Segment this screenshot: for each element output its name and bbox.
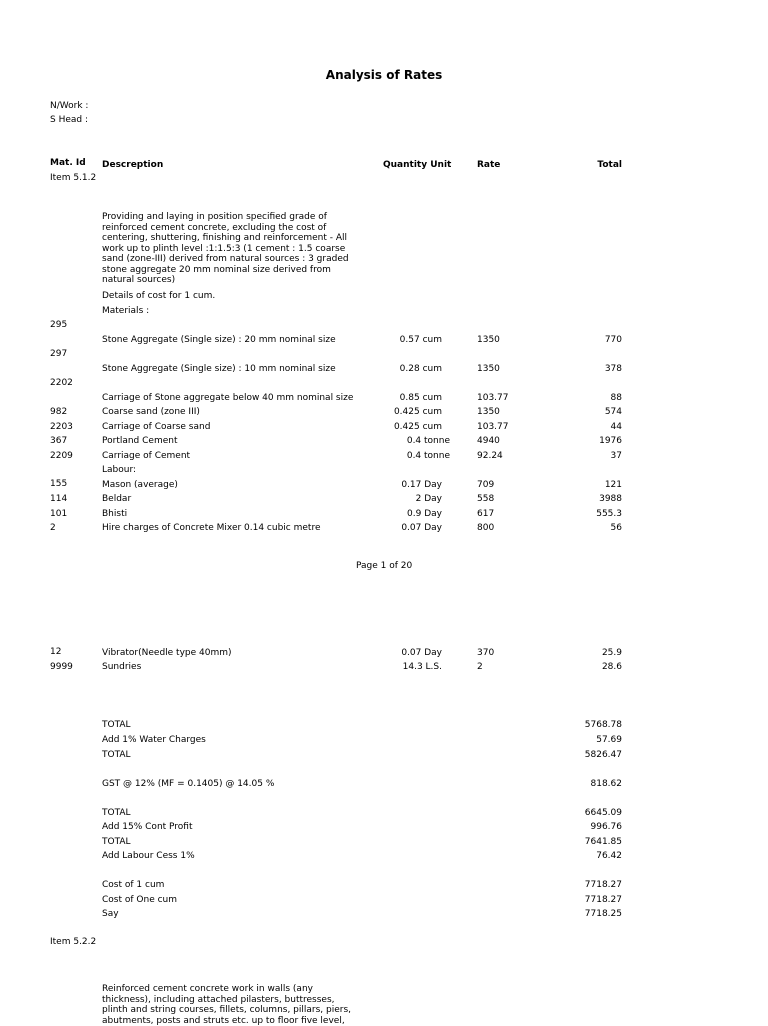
summary-value: 6645.09 bbox=[584, 808, 622, 818]
table-row-total: 44 bbox=[610, 422, 622, 432]
table-row-id: 155 bbox=[50, 479, 68, 489]
table-row-rate: 617 bbox=[477, 509, 495, 519]
summary-label: TOTAL bbox=[102, 750, 131, 760]
item-description: Reinforced cement concrete work in walls (any thickness), including attached pilasters, buttresses, plinth and string courses, fillets, columns, pillars, piers, abutments, posts and struts etc. up to floor five level, bbox=[102, 984, 352, 1026]
table-row-qty: 0.425 cum bbox=[393, 422, 442, 432]
details-label: Details of cost for 1 cum. bbox=[102, 291, 216, 301]
table-row-qty: 0.85 cum bbox=[399, 393, 442, 403]
table-row-id: 982 bbox=[50, 407, 68, 417]
table-row-rate: 1350 bbox=[477, 364, 500, 374]
table-row-desc: Hire charges of Concrete Mixer 0.14 cubic metre bbox=[102, 523, 321, 533]
table-row-desc: Sundries bbox=[102, 662, 142, 672]
item-code: Item 5.2.2 bbox=[50, 937, 97, 947]
table-row-desc: Mason (average) bbox=[102, 480, 178, 490]
summary-label: Cost of One cum bbox=[102, 895, 178, 905]
table-row-total: 28.6 bbox=[601, 662, 622, 672]
table-row-total: 25.9 bbox=[601, 648, 622, 658]
table-row-desc: Coarse sand (zone III) bbox=[102, 407, 200, 417]
table-row-rate: 709 bbox=[477, 480, 495, 490]
table-row-rate: 800 bbox=[477, 523, 495, 533]
head-label: S Head : bbox=[50, 115, 88, 125]
header-description: Descreption bbox=[102, 160, 164, 170]
page-title: Analysis of Rates bbox=[325, 68, 443, 82]
table-row-rate: 103.77 bbox=[477, 393, 509, 403]
table-row-total: 555.3 bbox=[596, 509, 622, 519]
table-row-desc: Bhisti bbox=[102, 509, 128, 519]
table-row-rate: 1350 bbox=[477, 407, 500, 417]
table-row-id: 2202 bbox=[50, 378, 73, 388]
table-row-rate: 103.77 bbox=[477, 422, 509, 432]
table-row-qty: 0.28 cum bbox=[399, 364, 442, 374]
table-row-rate: 558 bbox=[477, 494, 495, 504]
table-row-qty: 0.9 Day bbox=[407, 509, 442, 519]
work-label: N/Work : bbox=[50, 101, 89, 111]
table-row-rate: 2 bbox=[477, 662, 483, 672]
summary-label: TOTAL bbox=[102, 837, 131, 847]
summary-label: Add 1% Water Charges bbox=[102, 735, 206, 745]
table-row-qty: 2 Day bbox=[415, 494, 442, 504]
table-row-id: 2203 bbox=[50, 422, 73, 432]
header-mat-id: Mat. Id bbox=[50, 158, 86, 168]
table-row-qty: 0.4 tonne bbox=[406, 451, 450, 461]
table-row-id: 367 bbox=[50, 436, 68, 446]
summary-value: 5768.78 bbox=[584, 720, 622, 730]
table-row-rate: 92.24 bbox=[477, 451, 503, 461]
table-row-rate: 4940 bbox=[477, 436, 500, 446]
table-row-total: 88 bbox=[610, 393, 622, 403]
table-row-id: 101 bbox=[50, 509, 68, 519]
table-row-id: 114 bbox=[50, 494, 68, 504]
table-row-total: 1976 bbox=[599, 436, 622, 446]
item-description: Providing and laying in position specified grade of reinforced cement concrete, excluding the cost of centering, shuttering, finishing and reinforcement - All work up to plinth level :1:1.5:3 (1 cement : 1.5 coarse sand (zone-III) derived from natural sources : 3 graded stone aggregate 20 mm nominal size derived from natural sources) bbox=[102, 212, 349, 285]
table-row-qty: 0.57 cum bbox=[399, 335, 442, 345]
table-row-id: 295 bbox=[50, 320, 68, 330]
labour-label: Labour: bbox=[102, 465, 137, 475]
table-row-qty: 0.17 Day bbox=[401, 480, 442, 490]
table-row-total: 378 bbox=[604, 364, 622, 374]
table-row-total: 770 bbox=[604, 335, 622, 345]
table-row-desc: Carriage of Stone aggregate below 40 mm nominal size bbox=[102, 393, 354, 403]
table-row-qty: 0.4 tonne bbox=[406, 436, 450, 446]
table-row-desc: Beldar bbox=[102, 494, 132, 504]
table-row-total: 574 bbox=[604, 407, 622, 417]
summary-value: 7718.27 bbox=[584, 895, 622, 905]
summary-label: Say bbox=[102, 909, 119, 919]
materials-label: Materials : bbox=[102, 306, 150, 316]
summary-value: 7718.25 bbox=[584, 909, 622, 919]
table-row-qty: 0.07 Day bbox=[401, 648, 442, 658]
table-row-desc: Carriage of Coarse sand bbox=[102, 422, 211, 432]
table-row-rate: 1350 bbox=[477, 335, 500, 345]
table-row-total: 56 bbox=[610, 523, 622, 533]
table-row-total: 3988 bbox=[599, 494, 622, 504]
table-row-id: 9999 bbox=[50, 662, 73, 672]
summary-value: 996.76 bbox=[590, 822, 622, 832]
summary-label: GST @ 12% (MF = 0.1405) @ 14.05 % bbox=[102, 779, 275, 789]
table-row-qty: 0.425 cum bbox=[393, 407, 442, 417]
header-quantity-unit: Quantity Unit bbox=[383, 160, 452, 170]
summary-value: 818.62 bbox=[590, 779, 622, 789]
header-total: Total bbox=[597, 160, 622, 170]
table-row-id: 2209 bbox=[50, 451, 73, 461]
table-row-id: 2 bbox=[50, 523, 56, 533]
table-row-qty: 14.3 L.S. bbox=[402, 662, 442, 672]
summary-value: 5826.47 bbox=[584, 750, 622, 760]
table-row-rate: 370 bbox=[477, 648, 495, 658]
header-rate: Rate bbox=[477, 160, 501, 170]
summary-label: TOTAL bbox=[102, 720, 131, 730]
summary-value: 7641.85 bbox=[584, 837, 622, 847]
table-row-total: 37 bbox=[610, 451, 622, 461]
table-row-desc: Stone Aggregate (Single size) : 20 mm nominal size bbox=[102, 335, 336, 345]
table-row-desc: Carriage of Cement bbox=[102, 451, 191, 461]
table-row-desc: Vibrator(Needle type 40mm) bbox=[102, 648, 232, 658]
table-row-id: 297 bbox=[50, 349, 68, 359]
summary-label: TOTAL bbox=[102, 808, 131, 818]
item-code: Item 5.1.2 bbox=[50, 173, 97, 183]
table-row-desc: Portland Cement bbox=[102, 436, 178, 446]
page-number: Page 1 of 20 bbox=[356, 561, 413, 571]
summary-label: Add Labour Cess 1% bbox=[102, 851, 195, 861]
summary-label: Cost of 1 cum bbox=[102, 880, 165, 890]
table-row-desc: Stone Aggregate (Single size) : 10 mm nominal size bbox=[102, 364, 336, 374]
summary-label: Add 15% Cont Profit bbox=[102, 822, 193, 832]
table-row-qty: 0.07 Day bbox=[401, 523, 442, 533]
table-row-id: 12 bbox=[50, 647, 62, 657]
summary-value: 76.42 bbox=[596, 851, 622, 861]
summary-value: 7718.27 bbox=[584, 880, 622, 890]
table-row-total: 121 bbox=[604, 480, 622, 490]
summary-value: 57.69 bbox=[596, 735, 622, 745]
